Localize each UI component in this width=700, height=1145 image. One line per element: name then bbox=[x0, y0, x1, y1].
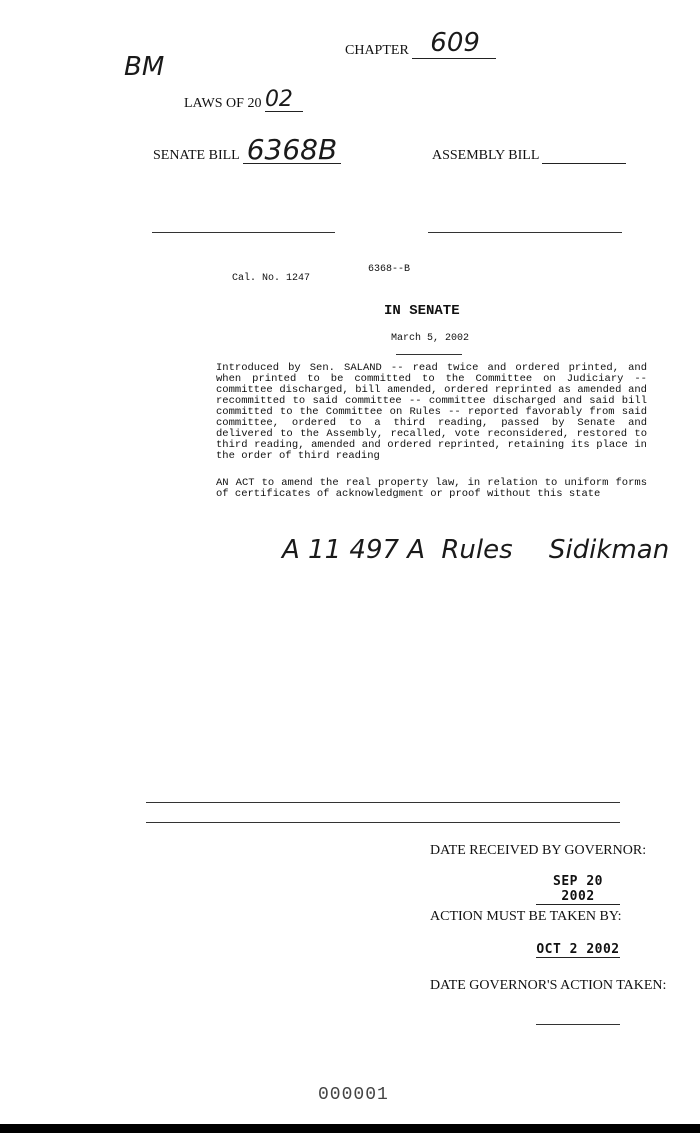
senate-bill-label: SENATE BILL bbox=[153, 148, 240, 163]
action-by-date: OCT 2 2002 bbox=[536, 942, 620, 957]
signature-rule-left bbox=[152, 232, 335, 233]
divider-rule-1 bbox=[146, 802, 620, 803]
laws-year-field bbox=[264, 87, 303, 112]
laws-year: 02 bbox=[264, 87, 293, 112]
sponsor-note: Sidikman bbox=[548, 535, 670, 565]
house-heading: IN SENATE bbox=[384, 303, 460, 319]
assembly-bill-label: ASSEMBLY BILL bbox=[432, 148, 539, 163]
received-date: SEP 20 2002 bbox=[553, 874, 603, 904]
signature-rule-right bbox=[428, 232, 622, 233]
date-underline bbox=[396, 354, 462, 355]
introduction-date: March 5, 2002 bbox=[391, 333, 470, 344]
page-number: 000001 bbox=[318, 1085, 389, 1105]
received-label: DATE RECEIVED BY GOVERNOR: bbox=[430, 843, 647, 858]
assembly-bill-field bbox=[542, 151, 626, 164]
received-date-stamp bbox=[536, 874, 620, 905]
handwritten-initials: BM bbox=[124, 52, 165, 82]
print-number: 6368--B bbox=[368, 264, 411, 275]
action-taken-label: DATE GOVERNOR'S ACTION TAKEN: bbox=[430, 978, 667, 993]
senate-bill-line bbox=[153, 133, 341, 166]
chapter-label: CHAPTER bbox=[345, 43, 409, 58]
scan-edge-bar bbox=[0, 1124, 700, 1133]
chapter-number-field bbox=[412, 28, 496, 59]
introduction-paragraph: Introduced by Sen. SALAND -- read twice and ordered printed, and when printed to be committed to the Committee on Judiciary -- committee discharged, bill amended, ordered reprinted as amended and recommitted to said committee -- committee discharged and said bill committed to the Committee on Rules -- reported favorably from said committee, ordered to a third reading, passed by Senate and delivered to the Assembly, recalled, vote reconsidered, restored to third reading, amended and ordered reprinted, retaining its place in the order of third reading bbox=[216, 362, 647, 462]
divider-rule-2 bbox=[146, 822, 620, 823]
handwritten-annotation bbox=[282, 535, 669, 565]
action-by-date-stamp bbox=[536, 942, 620, 958]
laws-label: LAWS OF 20 bbox=[184, 96, 262, 111]
senate-bill-field bbox=[243, 133, 341, 166]
assembly-reference: A 11 497 A bbox=[282, 535, 426, 565]
senate-bill-number: 6368B bbox=[246, 133, 338, 166]
act-title: AN ACT to amend the real property law, in relation to uniform forms of certificates of acknowledgment or proof without this state bbox=[216, 477, 647, 500]
committee-note: Rules bbox=[441, 535, 513, 565]
calendar-number: Cal. No. 1247 bbox=[232, 273, 311, 284]
chapter-number: 609 bbox=[430, 28, 480, 58]
action-by-label: ACTION MUST BE TAKEN BY: bbox=[430, 909, 622, 924]
action-taken-field bbox=[536, 1024, 620, 1025]
laws-of-line bbox=[184, 87, 303, 112]
assembly-bill-line bbox=[432, 148, 626, 164]
chapter-line bbox=[345, 28, 496, 59]
